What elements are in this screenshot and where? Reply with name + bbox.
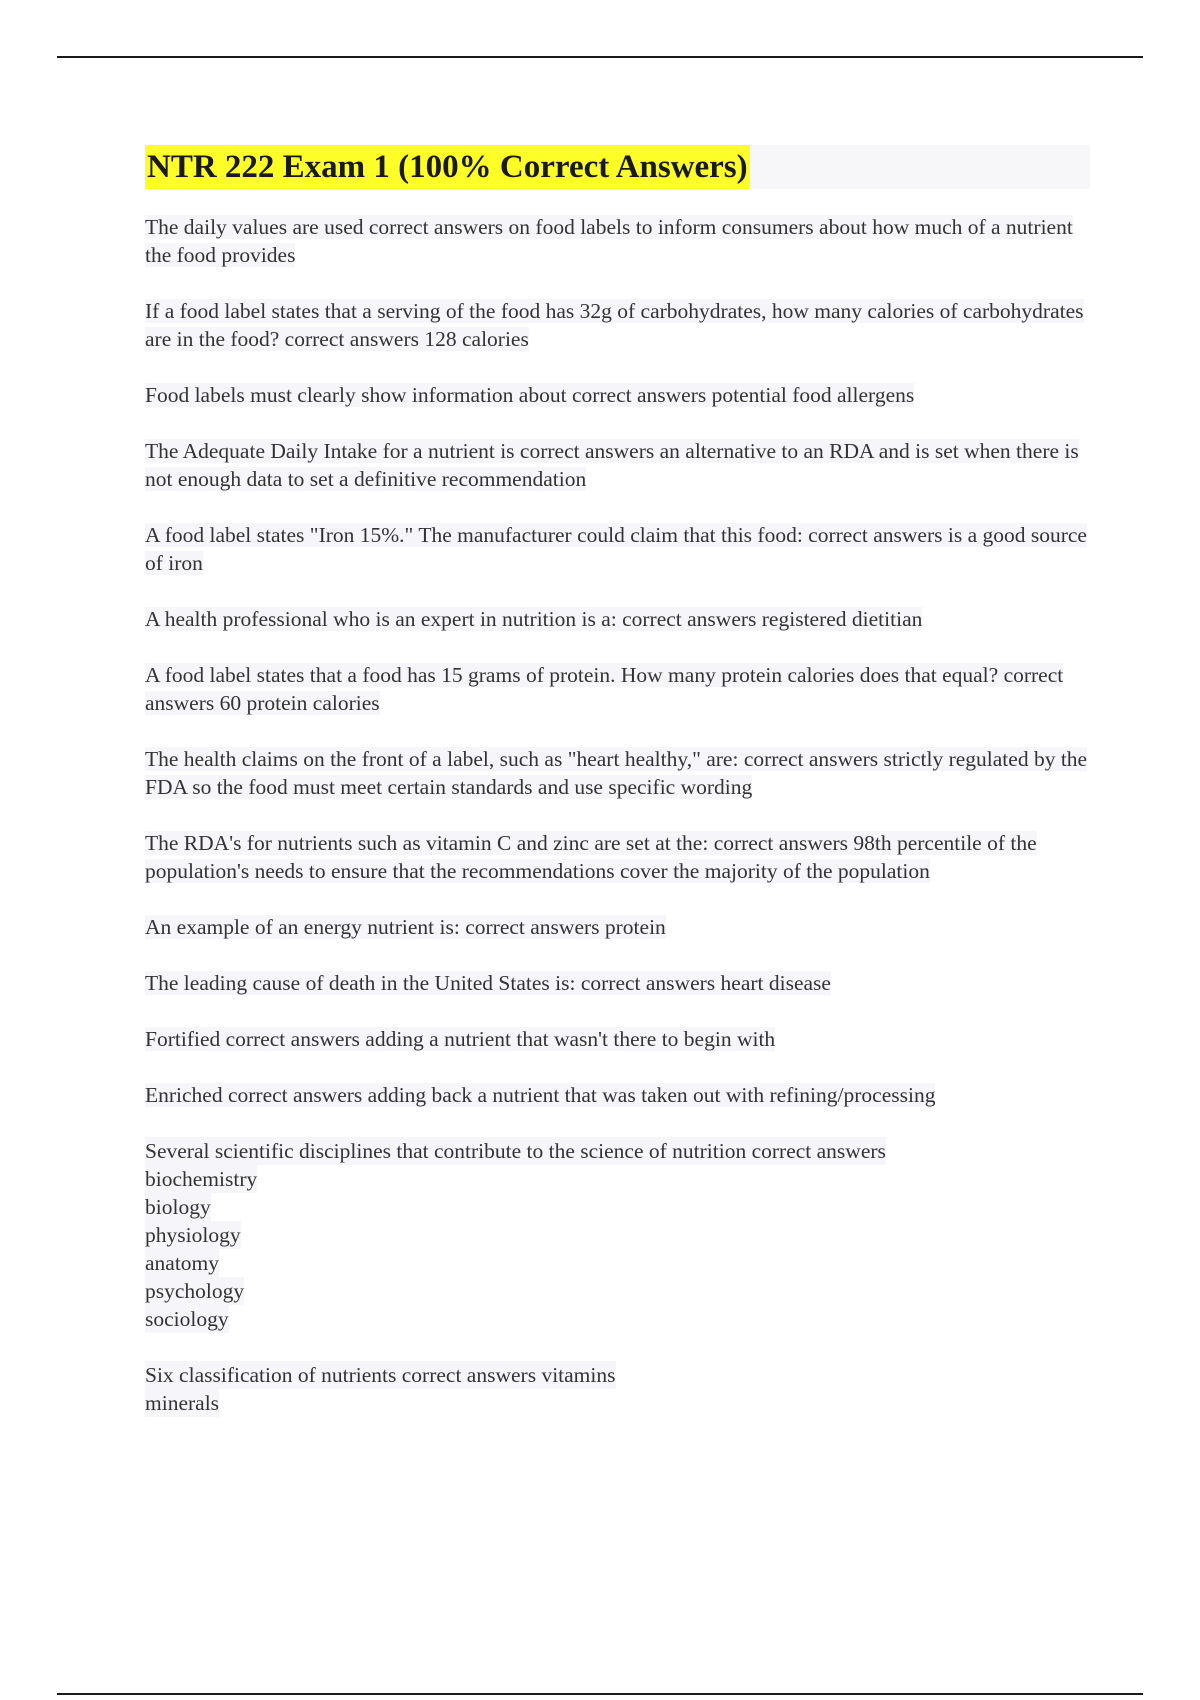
qa-item-5: A food label states "Iron 15%." The manufacturer could claim that this food: correct answers is a good source of iron: [145, 523, 1087, 575]
list-item: biology: [145, 1195, 211, 1219]
qa-item-1: The daily values are used correct answers on food labels to inform consumers about how much of a nutrient the food provides: [145, 215, 1073, 267]
qa-item-8: The health claims on the front of a label, such as "heart healthy," are: correct answers strictly regulated by the FDA so the food must meet certain standards and use specific wording: [145, 747, 1088, 799]
document-body: [145, 145, 1090, 1445]
list-item: physiology: [145, 1223, 241, 1247]
title-band: [145, 145, 1090, 189]
classification-question: Six classification of nutrients correct answers vitamins: [145, 1363, 616, 1387]
qa-item-12: Fortified correct answers adding a nutrient that wasn't there to begin with: [145, 1027, 776, 1051]
qa-item-3: Food labels must clearly show information about correct answers potential food allergens: [145, 383, 915, 407]
list-item: psychology: [145, 1279, 245, 1303]
qa-item-7: A food label states that a food has 15 grams of protein. How many protein calories does that equal? correct answers 60 protein calories: [145, 663, 1064, 715]
qa-item-4: The Adequate Daily Intake for a nutrient is correct answers an alternative to an RDA and is set when there is not enough data to set a definitive recommendation: [145, 439, 1079, 491]
qa-item-13: Enriched correct answers adding back a nutrient that was taken out with refining/processing: [145, 1083, 936, 1107]
top-rule: [57, 56, 1143, 58]
document-title: NTR 222 Exam 1 (100% Correct Answers): [145, 145, 750, 189]
disciplines-question: Several scientific disciplines that contribute to the science of nutrition correct answers: [145, 1139, 886, 1163]
qa-item-9: The RDA's for nutrients such as vitamin C and zinc are set at the: correct answers 98th percentile of the population's needs to ensure that the recommendations cover the majority of the population: [145, 831, 1037, 883]
qa-item-10: An example of an energy nutrient is: correct answers protein: [145, 915, 666, 939]
bottom-rule: [57, 1693, 1143, 1695]
qa-item-2: If a food label states that a serving of the food has 32g of carbohydrates, how many calories of carbohydrates are in the food? correct answers 128 calories: [145, 299, 1084, 351]
qa-item-disciplines: [145, 1137, 1090, 1333]
list-item: biochemistry: [145, 1167, 258, 1191]
list-item: sociology: [145, 1307, 229, 1331]
qa-item-11: The leading cause of death in the United States is: correct answers heart disease: [145, 971, 831, 995]
list-item: minerals: [145, 1391, 220, 1415]
qa-item-6: A health professional who is an expert in nutrition is a: correct answers registered dietitian: [145, 607, 923, 631]
list-item: anatomy: [145, 1251, 220, 1275]
qa-item-classification: [145, 1361, 1090, 1417]
